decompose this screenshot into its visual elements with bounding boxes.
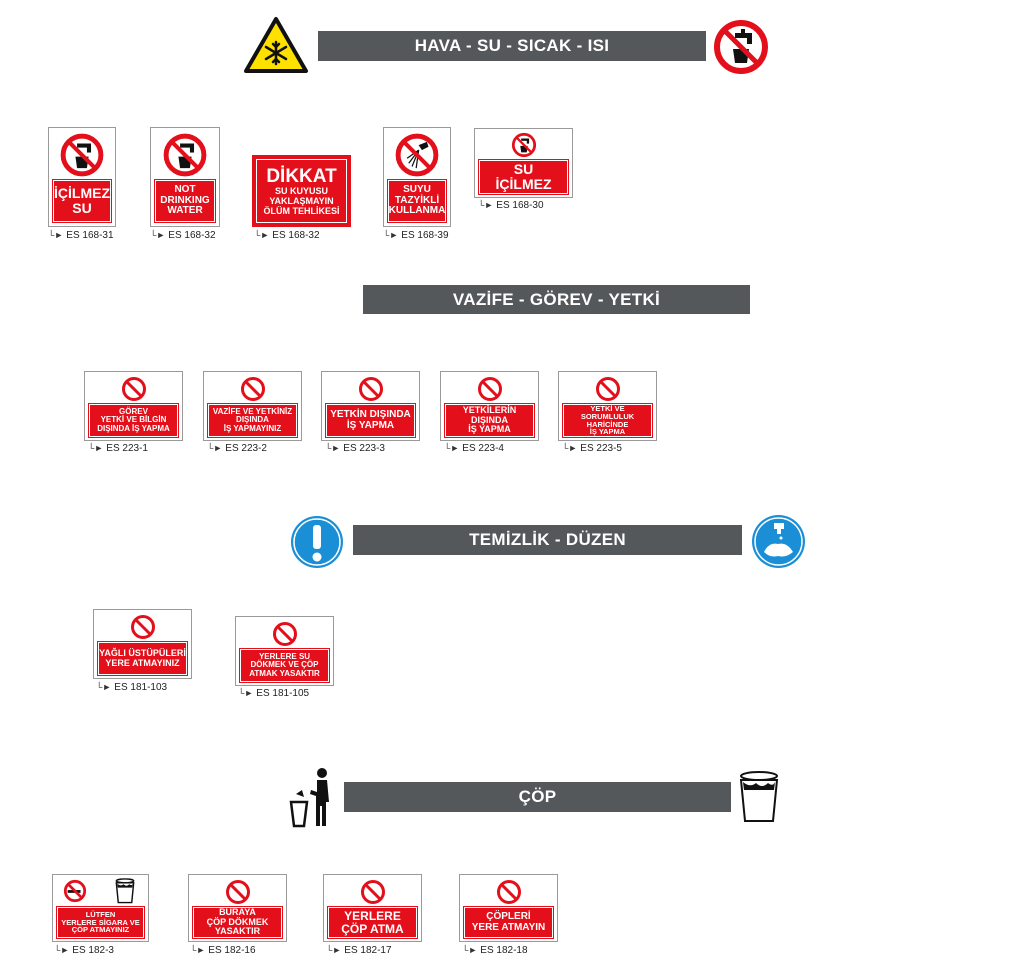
sign-panel <box>155 180 215 222</box>
sign-copleri-yere-atmayin <box>459 874 558 942</box>
prohibition-icon <box>240 376 266 407</box>
corner-arrow-icon: └► <box>88 443 104 453</box>
sign-line: VAZİFE VE YETKİNİZ <box>212 406 293 416</box>
sign-line: YAKLAŞMAYIN <box>269 195 334 206</box>
corner-arrow-icon: └► <box>254 230 270 240</box>
sign-line: YASAKTIR <box>214 926 261 937</box>
sign-line: SU <box>513 161 534 178</box>
sign-line: YETKİLERİN DIŞINDA <box>462 405 517 425</box>
sign-icilmez-su <box>48 127 116 227</box>
prohibition-icon <box>121 376 147 407</box>
sign-su-icilmez <box>474 128 573 198</box>
product-code: └► ES 181-105 <box>238 688 310 699</box>
sign-line: YERE ATMAYIN <box>471 921 546 933</box>
product-code: └► ES 223-4 <box>444 443 504 454</box>
sign-panel <box>240 649 329 682</box>
sign-yetkin-disinda <box>321 371 420 441</box>
sign-line: ATMAK YASAKTIR <box>249 668 320 678</box>
sign-panel <box>563 404 652 437</box>
section-title-cop: ÇÖP <box>344 782 731 812</box>
sign-line: ÇÖP DÖKMEK <box>206 916 269 927</box>
product-code: └► ES 168-30 <box>478 200 544 211</box>
sign-line: YERLERE SU <box>258 651 311 661</box>
sign-yagli-ustupuleri <box>93 609 192 679</box>
person-trash-bin-icon <box>286 766 336 828</box>
exclamation-info-icon <box>290 515 344 569</box>
sign-panel <box>326 404 415 437</box>
sign-panel <box>57 907 144 938</box>
product-code: └► ES 223-1 <box>88 443 148 454</box>
prohibition-icon <box>360 879 386 910</box>
sign-line: YETKİ VE <box>590 403 625 413</box>
sign-line: ÇÖP ATMA <box>341 921 404 936</box>
sign-panel <box>479 160 568 194</box>
sign-line: YERE ATMAYINIZ <box>105 657 180 668</box>
corner-arrow-icon: └► <box>562 443 578 453</box>
sign-heading: DİKKAT <box>266 165 337 187</box>
sign-line: İŞ YAPMAYINIZ <box>223 423 282 433</box>
corner-arrow-icon: └► <box>444 443 460 453</box>
sign-line: YETKİN DIŞINDA <box>330 409 411 420</box>
corner-arrow-icon: └► <box>478 200 494 210</box>
sign-line: SORUMLULUK <box>580 411 635 421</box>
no-spray-water-icon <box>394 132 440 183</box>
sign-panel <box>464 907 553 938</box>
product-code: └► ES 182-16 <box>190 945 256 956</box>
sign-panel <box>388 180 446 222</box>
prohibition-icon <box>272 621 298 652</box>
sign-line: DIŞINDA <box>236 415 269 425</box>
prohibition-icon <box>225 879 251 910</box>
product-code: └► ES 223-2 <box>207 443 267 454</box>
sign-panel <box>445 404 534 437</box>
corner-arrow-icon: └► <box>462 945 478 955</box>
sign-yerlere-su-dokmek <box>235 616 334 686</box>
sign-line: TAZYİKLİ <box>394 194 440 206</box>
sign-line: İŞ YAPMA <box>589 427 626 437</box>
sign-panel <box>98 642 187 675</box>
sign-line: ÇÖP ATMAYINIZ <box>71 925 130 935</box>
product-code: └► ES 182-17 <box>326 945 392 956</box>
product-code: └► ES 223-5 <box>562 443 622 454</box>
section-title-temizlik: TEMİZLİK - DÜZEN <box>353 525 742 555</box>
trash-bin-icon <box>114 878 136 909</box>
corner-arrow-icon: └► <box>150 230 166 240</box>
corner-arrow-icon: └► <box>54 945 70 955</box>
no-drinking-water-icon <box>713 19 769 75</box>
corner-arrow-icon: └► <box>96 682 112 692</box>
prohibition-icon <box>477 376 503 407</box>
product-code: └► ES 182-3 <box>54 945 114 956</box>
sign-line: İÇİLMEZ <box>495 176 552 192</box>
corner-arrow-icon: └► <box>325 443 341 453</box>
trash-bin-icon <box>738 770 780 824</box>
sign-panel <box>328 907 417 938</box>
sign-line: YERLERE SİGARA VE <box>61 917 140 927</box>
product-code: └► ES 168-32 <box>254 230 320 241</box>
sign-line: LÜTFEN <box>85 909 116 919</box>
product-code: └► ES 168-31 <box>48 230 114 241</box>
sign-line: ÇÖPLERİ <box>486 911 531 922</box>
wash-hands-icon <box>751 514 806 569</box>
sign-suyu-tazyikli-kullanma <box>383 127 451 227</box>
corner-arrow-icon: └► <box>326 945 342 955</box>
sign-gorev-yetki <box>84 371 183 441</box>
sign-line: HARİCİNDE <box>586 419 629 429</box>
corner-arrow-icon: └► <box>207 443 223 453</box>
product-code: └► ES 168-39 <box>383 230 449 241</box>
sign-not-drinking-water <box>150 127 220 227</box>
section-title-hava: HAVA - SU - SICAK - ISI <box>318 31 706 61</box>
sign-vazife-yetki <box>203 371 302 441</box>
no-drinking-water-icon <box>162 132 208 183</box>
product-code: └► ES 181-103 <box>96 682 168 693</box>
sign-yetkilerin-disinda <box>440 371 539 441</box>
prohibition-icon <box>595 376 621 407</box>
sign-line: BURAYA <box>219 907 256 918</box>
sign-lutfen-sigara-cop <box>52 874 149 942</box>
prohibition-icon <box>130 614 156 645</box>
prohibition-icon <box>358 376 384 407</box>
sign-panel <box>208 404 297 437</box>
sign-line: İŞ YAPMA <box>346 419 395 431</box>
sign-line: DRINKING <box>160 194 210 206</box>
sign-line: İÇİLMEZ <box>54 185 110 202</box>
section-title-vazife: VAZİFE - GÖREV - YETKİ <box>363 285 750 314</box>
corner-arrow-icon: └► <box>383 230 399 240</box>
sign-yetki-sorumluluk <box>558 371 657 441</box>
sign-line: KULLANMA <box>388 205 446 217</box>
corner-arrow-icon: └► <box>238 688 254 698</box>
corner-arrow-icon: └► <box>48 230 64 240</box>
sign-line: SU <box>72 200 92 216</box>
sign-line: WATER <box>167 205 203 217</box>
sign-panel <box>53 180 111 222</box>
cold-warning-icon <box>243 16 309 74</box>
sign-yerlere-cop-atma <box>323 874 422 942</box>
product-code: └► ES 168-32 <box>150 230 216 241</box>
sign-line: YETKİ VE BİLGİN <box>100 415 167 425</box>
sign-line: DIŞINDA İŞ YAPMA <box>97 423 170 433</box>
no-drinking-water-icon <box>59 132 105 183</box>
no-smoking-icon <box>63 879 87 908</box>
sign-line: DÖKMEK VE ÇÖP <box>250 660 319 670</box>
sign-dikkat-su-kuyusu <box>252 155 351 227</box>
product-code: └► ES 182-18 <box>462 945 528 956</box>
corner-arrow-icon: └► <box>190 945 206 955</box>
sign-line: ÖLÜM TEHLİKESİ <box>263 205 340 216</box>
sign-panel <box>193 907 282 938</box>
sign-line: SUYU <box>403 184 431 196</box>
sign-line: İŞ YAPMA <box>468 424 511 435</box>
sign-panel <box>252 155 351 227</box>
sign-panel <box>89 404 178 437</box>
sign-line: YERLERE <box>344 908 401 923</box>
sign-line: GÖREV <box>119 406 148 416</box>
product-code: └► ES 223-3 <box>325 443 385 454</box>
sign-line: YAĞLI ÜSTÜPÜLERİ <box>99 648 186 659</box>
sign-line: NOT <box>174 184 196 196</box>
prohibition-icon <box>496 879 522 910</box>
sign-buraya-cop-dokmek <box>188 874 287 942</box>
sign-line: SU KUYUSU <box>274 185 328 196</box>
no-drinking-water-icon <box>511 132 537 163</box>
